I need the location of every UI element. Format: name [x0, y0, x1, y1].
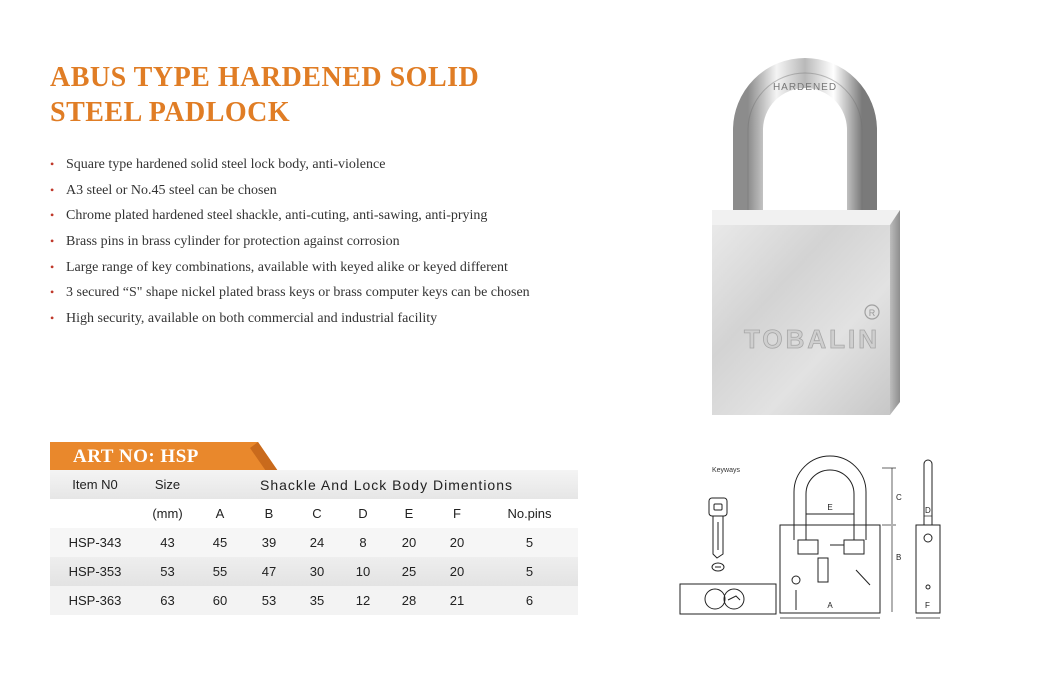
padlock-shackle — [748, 73, 862, 225]
table-cell: 28 — [385, 586, 433, 615]
table-cell: 25 — [385, 557, 433, 586]
table-cell: 20 — [385, 528, 433, 557]
dim-label-b: B — [896, 553, 902, 562]
subheader-cell: C — [293, 499, 341, 528]
table-cell: 60 — [195, 586, 245, 615]
keyways-label: Keyways — [712, 467, 741, 474]
title-line-1: ABUS TYPE HARDENED SOLID — [50, 62, 480, 93]
table-cell: 53 — [245, 586, 293, 615]
technical-drawing — [670, 450, 950, 620]
title-line-2: STEEL PADLOCK — [50, 97, 291, 128]
table-cell: 8 — [341, 528, 385, 557]
table-cell: 20 — [433, 528, 481, 557]
bullet-icon: • — [50, 157, 55, 171]
table-cell: 35 — [293, 586, 341, 615]
dim-label-a: A — [827, 601, 833, 610]
dimension-table — [50, 470, 578, 615]
header-size: Size — [140, 470, 195, 499]
table-subheader-row — [50, 499, 578, 528]
feature-item: • Square type hardened solid steel lock body, anti-violence — [50, 152, 530, 178]
lock-front-view — [780, 456, 880, 613]
dim-label-d: D — [925, 506, 931, 515]
table-cell: HSP-343 — [50, 528, 140, 557]
table-cell: 43 — [140, 528, 195, 557]
subheader-cell: (mm) — [140, 499, 195, 528]
table-cell: 5 — [481, 528, 578, 557]
feature-item: • 3 secured “S" shape nickel plated brass keys or brass computer keys can be chosen — [50, 280, 530, 306]
dimension-lines — [780, 468, 896, 618]
feature-item: • Brass pins in brass cylinder for protection against corrosion — [50, 229, 530, 255]
registered-mark: R — [868, 308, 876, 318]
subheader-cell: D — [341, 499, 385, 528]
bullet-icon: • — [50, 208, 55, 223]
dim-label-e: E — [827, 503, 833, 512]
bullet-icon: • — [50, 285, 55, 300]
subheader-cell: B — [245, 499, 293, 528]
table-cell: 53 — [140, 557, 195, 586]
table-cell: 45 — [195, 528, 245, 557]
table-cell: 24 — [293, 528, 341, 557]
table-cell: HSP-353 — [50, 557, 140, 586]
table-cell: 5 — [481, 557, 578, 586]
feature-list — [50, 152, 530, 332]
table-row — [50, 557, 578, 586]
table-row — [50, 586, 578, 615]
feature-item: • Chrome plated hardened steel shackle, anti-cuting, anti-sawing, anti-prying — [50, 203, 530, 229]
table-cell: 39 — [245, 528, 293, 557]
table-cell: 47 — [245, 557, 293, 586]
product-title — [50, 60, 570, 130]
subheader-cell: F — [433, 499, 481, 528]
table-row — [50, 528, 578, 557]
dim-label-c: C — [896, 493, 902, 502]
feature-item: • A3 steel or No.45 steel can be chosen — [50, 178, 530, 204]
key-drawing — [709, 498, 727, 571]
subheader-cell: No.pins — [481, 499, 578, 528]
subheader-cell: A — [195, 499, 245, 528]
table-cell: HSP-363 — [50, 586, 140, 615]
table-header-row — [50, 470, 578, 499]
bullet-icon: • — [50, 182, 55, 197]
table-cell: 55 — [195, 557, 245, 586]
header-item: Item N0 — [50, 470, 140, 499]
padlock-photo — [700, 50, 900, 430]
table-cell: 12 — [341, 586, 385, 615]
cylinder-face-drawing — [680, 584, 776, 614]
table-cell: 63 — [140, 586, 195, 615]
lock-side-view — [916, 460, 940, 618]
table-cell: 30 — [293, 557, 341, 586]
table-cell: 21 — [433, 586, 481, 615]
bullet-icon: • — [50, 311, 55, 326]
art-number: ART NO: HSP — [73, 446, 199, 467]
bullet-icon: • — [50, 234, 55, 249]
feature-item: • High security, available on both commercial and industrial facility — [50, 306, 530, 332]
bullet-icon: • — [50, 259, 55, 274]
dim-label-f: F — [925, 601, 930, 610]
subheader-cell: E — [385, 499, 433, 528]
shackle-stamp: HARDENED — [772, 82, 838, 93]
table-cell: 6 — [481, 586, 578, 615]
table-cell: 10 — [341, 557, 385, 586]
table-cell: 20 — [433, 557, 481, 586]
brand-logo: TOBALIN — [743, 324, 881, 354]
header-dimensions: Shackle And Lock Body Dimentions — [195, 470, 578, 499]
feature-item: • Large range of key combinations, available with keyed alike or keyed different — [50, 255, 530, 281]
